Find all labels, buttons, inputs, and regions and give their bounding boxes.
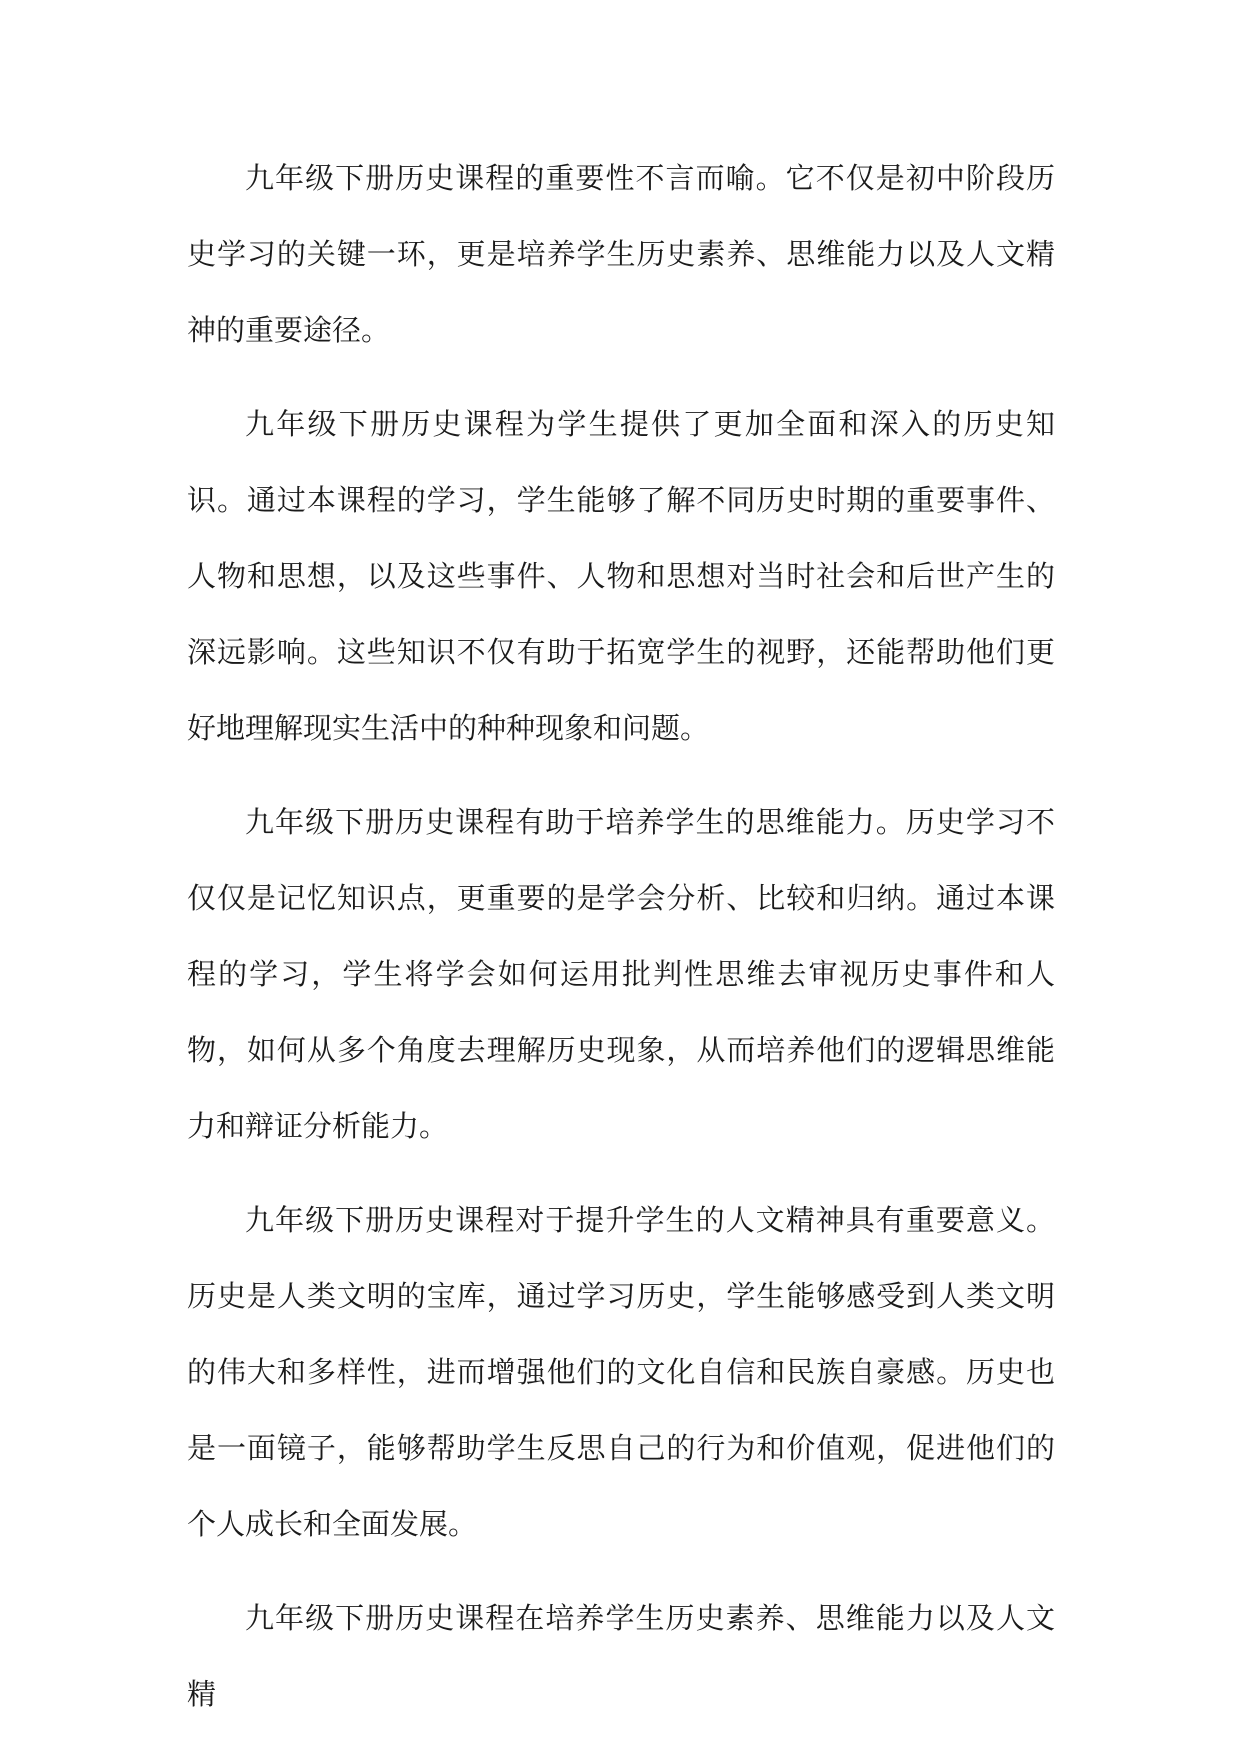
paragraph-knowledge: 九年级下册历史课程为学生提供了更加全面和深入的历史知识。通过本课程的学习，学生能够了解不同历史时期的重要事件、人物和思想，以及这些事件、人物和思想对当时社会和后世产生的深远影响。这些知识不仅有助于拓宽学生的视野，还能帮助他们更好地理解现实生活中的种种现象和问题。 (187, 407, 1055, 745)
paragraph-summary: 九年级下册历史课程在培养学生历史素养、思维能力以及人文精 (187, 1601, 1055, 1711)
paragraph-thinking: 九年级下册历史课程有助于培养学生的思维能力。历史学习不仅仅是记忆知识点，更重要的是学会分析、比较和归纳。通过本课程的学习，学生将学会如何运用批判性思维去审视历史事件和人物，如何从多个角度去理解历史现象，从而培养他们的逻辑思维能力和辩证分析能力。 (187, 805, 1055, 1143)
paragraph-humanities: 九年级下册历史课程对于提升学生的人文精神具有重要意义。历史是人类文明的宝库，通过学习历史，学生能够感受到人类文明的伟大和多样性，进而增强他们的文化自信和民族自豪感。历史也是一面镜子，能够帮助学生反思自己的行为和价值观，促进他们的个人成长和全面发展。 (187, 1203, 1055, 1541)
paragraph-importance: 九年级下册历史课程的重要性不言而喻。它不仅是初中阶段历史学习的关键一环，更是培养学生历史素养、思维能力以及人文精神的重要途径。 (187, 161, 1055, 347)
